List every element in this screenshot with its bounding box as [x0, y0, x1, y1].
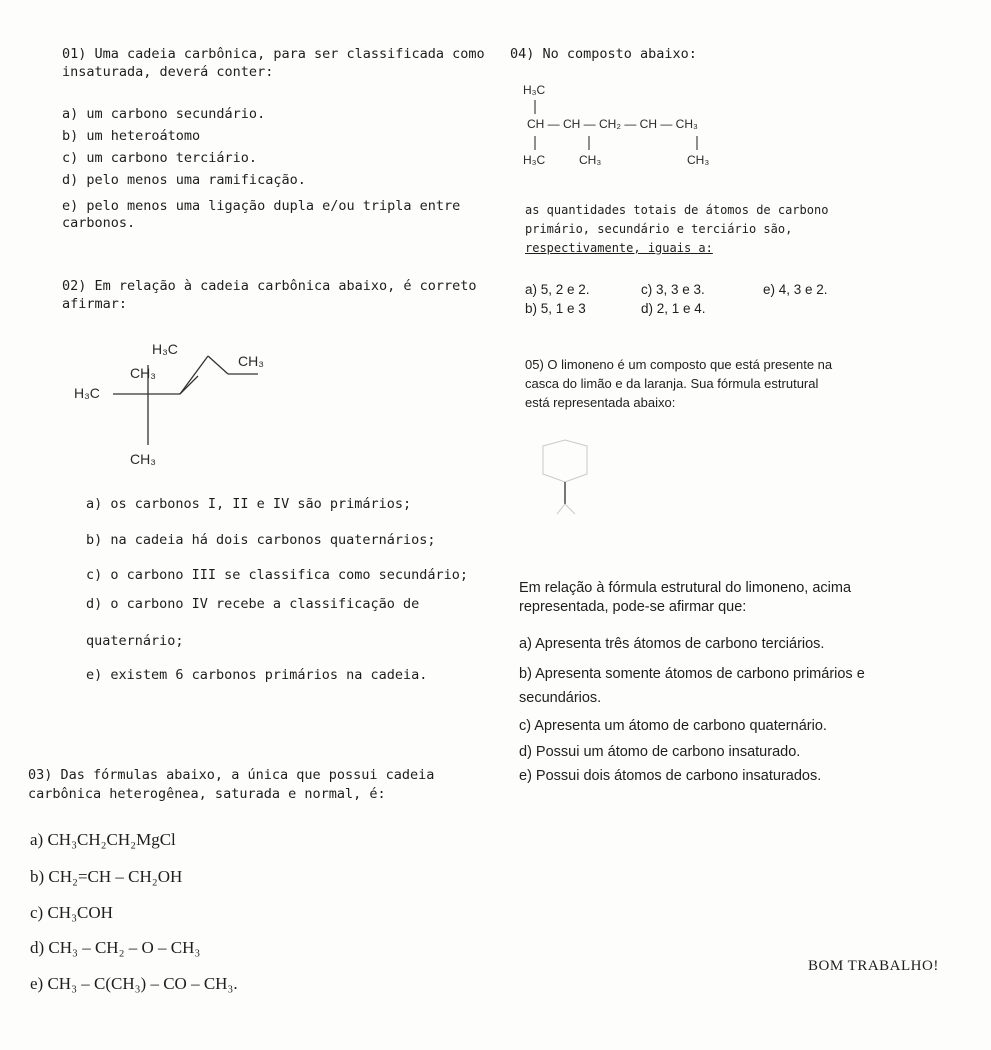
q01-option-e-line2: carbonos. [62, 215, 136, 231]
q03-option-c: c) CH₃COH [30, 903, 113, 922]
q04-option-d: d) 2, 1 e 4. [641, 301, 706, 316]
q02-label-h3c-left: H₃C [74, 385, 100, 401]
q01-line1: 01) Uma cadeia carbônica, para ser classificada como [62, 46, 485, 62]
q02-label-ch3-b: CH₃ [238, 353, 264, 369]
limonene-ring [543, 440, 587, 482]
q04-option-a: a) 5, 2 e 2. [525, 282, 590, 297]
q03-line1: 03) Das fórmulas abaixo, a única que possui cadeia [28, 767, 435, 783]
limonene-branch-left [557, 504, 565, 514]
q01-option-c: c) um carbono terciário. [62, 150, 258, 166]
q05-option-c: c) Apresenta um átomo de carbono quaternário. [519, 718, 827, 734]
q04-formula-sub3: CH₃ [687, 153, 710, 167]
q02-bond-upper [180, 356, 208, 394]
q02-double-bond-line [180, 376, 198, 394]
q02-option-d-line1: d) o carbono IV recebe a classificação de [86, 596, 420, 612]
q04-formula-top: H₃C [523, 83, 546, 97]
q01-option-e-line1: e) pelo menos uma ligação dupla e/ou tripla entre [62, 198, 461, 214]
footer-message: BOM TRABALHO! [808, 958, 939, 974]
q04-text3: respectivamente, iguais a: [525, 241, 713, 255]
q02-option-c: c) o carbono III se classifica como secundário; [86, 567, 469, 583]
q05-after2: representada, pode-se afirmar que: [519, 599, 747, 615]
q02-option-a: a) os carbonos I, II e IV são primários; [86, 496, 412, 512]
q02-bond-top-right [208, 356, 228, 374]
q02-label-ch3-bottom: CH₃ [130, 451, 156, 467]
q04-option-b: b) 5, 1 e 3 [525, 301, 586, 316]
q02-option-e: e) existem 6 carbonos primários na cadeia. [86, 667, 428, 683]
q01-option-b: b) um heteroátomo [62, 128, 201, 144]
q04-formula-sub1: H₃C [523, 153, 546, 167]
q02-option-d-line2: quaternário; [86, 633, 184, 649]
q04-formula-sub2: CH₃ [579, 153, 602, 167]
q05-option-a: a) Apresenta três átomos de carbono terciários. [519, 636, 825, 652]
q05-option-e: e) Possui dois átomos de carbono insaturados. [519, 768, 822, 784]
q02-label-h3c-top: H₃C [152, 341, 178, 357]
q04-text2: primário, secundário e terciário são, [525, 222, 793, 236]
q04-line1: 04) No composto abaixo: [510, 46, 697, 62]
q02-carbon-chain-figure [60, 332, 300, 482]
q05-line1: 05) O limoneno é um composto que está presente na [525, 357, 833, 372]
q05-option-b: b) Apresenta somente átomos de carbono primários e [519, 666, 865, 682]
q05-option-d: d) Possui um átomo de carbono insaturado. [519, 744, 801, 760]
q04-formula-main: CH — CH — CH₂ — CH — CH₃ [527, 117, 698, 131]
q05-option-b-line2: secundários. [519, 690, 602, 706]
q04-option-e: e) 4, 3 e 2. [763, 282, 828, 297]
q03-option-d: d) CH₃ – CH₂ – O – CH₃ [30, 938, 201, 957]
q02-option-b: b) na cadeia há dois carbonos quaternários; [86, 532, 436, 548]
limonene-structure-figure [525, 430, 605, 530]
q05-line3: está representada abaixo: [525, 395, 676, 410]
limonene-branch-right [565, 504, 575, 514]
q03-option-a: a) CH₃CH₂CH₂MgCl [30, 830, 176, 849]
q01-line2: insaturada, deverá conter: [62, 64, 274, 80]
q03-line2: carbônica heterogênea, saturada e normal, é: [28, 786, 386, 802]
q01-option-a: a) um carbono secundário. [62, 106, 266, 122]
q04-text1: as quantidades totais de átomos de carbono [525, 203, 829, 217]
q02-label-ch3-a: CH₃ [130, 365, 156, 381]
q02-line2: afirmar: [62, 296, 128, 312]
q05-after1: Em relação à fórmula estrutural do limoneno, acima [519, 580, 852, 596]
q04-compound-formula [515, 76, 815, 184]
q02-line1: 02) Em relação à cadeia carbônica abaixo, é correto [62, 278, 477, 294]
q04-option-c: c) 3, 3 e 3. [641, 282, 705, 297]
q03-option-e: e) CH₃ – C(CH₃) – CO – CH₃. [30, 974, 238, 993]
q01-option-d: d) pelo menos uma ramificação. [62, 172, 306, 188]
q05-line2: casca do limão e da laranja. Sua fórmula estrutural [525, 376, 819, 391]
q03-option-b: b) CH₂=CH – CH₂OH [30, 867, 183, 886]
